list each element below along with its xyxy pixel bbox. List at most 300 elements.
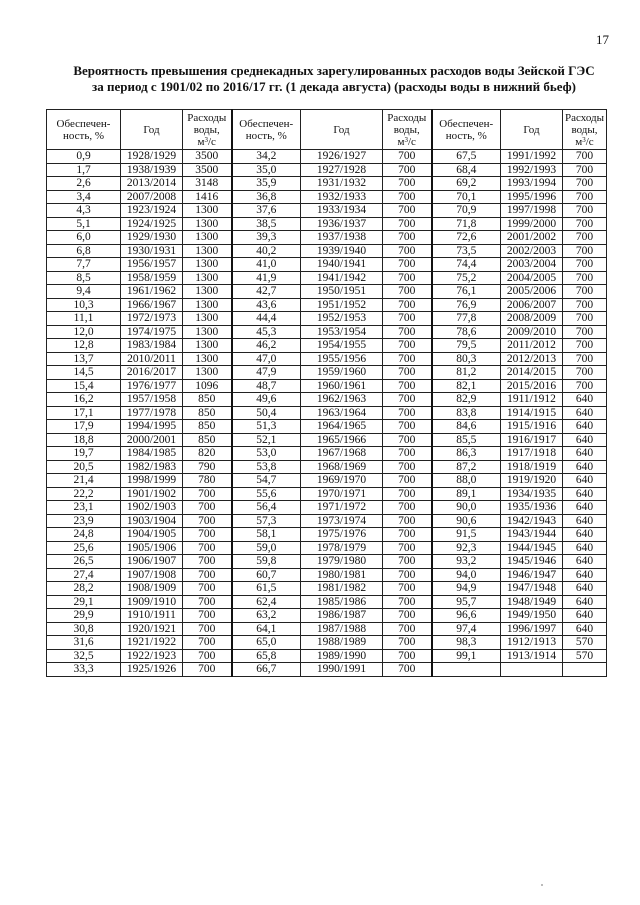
cell-probability: 61,5 xyxy=(232,582,301,596)
cell-probability: 53,8 xyxy=(232,460,301,474)
cell-flow: 640 xyxy=(563,447,607,461)
cell-flow: 1300 xyxy=(183,366,232,380)
header-year: Год xyxy=(501,110,563,150)
cell-probability: 80,3 xyxy=(432,352,501,366)
cell-flow: 1300 xyxy=(183,244,232,258)
cell-year: 1921/1922 xyxy=(121,636,183,650)
cell-year: 1959/1960 xyxy=(301,366,383,380)
cell-flow: 1416 xyxy=(183,190,232,204)
table-row xyxy=(47,204,607,218)
cell-flow: 780 xyxy=(183,474,232,488)
cell-probability: 76,9 xyxy=(432,298,501,312)
cell-flow: 1300 xyxy=(183,285,232,299)
cell-year: 1961/1962 xyxy=(121,285,183,299)
cell-probability: 79,5 xyxy=(432,339,501,353)
cell-year: 1983/1984 xyxy=(121,339,183,353)
cell-year: 1985/1986 xyxy=(301,595,383,609)
cell-flow: 700 xyxy=(563,366,607,380)
cell-flow: 700 xyxy=(383,460,432,474)
cell-flow: 700 xyxy=(183,636,232,650)
table-row xyxy=(47,568,607,582)
header-probability: Обеспечен- ность, % xyxy=(432,110,501,150)
cell-probability: 67,5 xyxy=(432,150,501,164)
header-probability: Обеспечен- ность, % xyxy=(47,110,121,150)
cell-year: 1936/1937 xyxy=(301,217,383,231)
cell-year: 1957/1958 xyxy=(121,393,183,407)
cell-probability: 72,6 xyxy=(432,231,501,245)
table-row xyxy=(47,312,607,326)
document-title xyxy=(40,63,628,95)
cell-probability: 66,7 xyxy=(232,663,301,677)
cell-year: 1997/1998 xyxy=(501,204,563,218)
cell-probability: 11,1 xyxy=(47,312,121,326)
cell-probability: 63,2 xyxy=(232,609,301,623)
cell-year: 1954/1955 xyxy=(301,339,383,353)
table-row xyxy=(47,244,607,258)
table-row xyxy=(47,339,607,353)
cell-flow: 640 xyxy=(563,474,607,488)
header-row xyxy=(47,110,607,150)
cell-flow: 570 xyxy=(563,649,607,663)
cell-flow: 1300 xyxy=(183,271,232,285)
cell-flow: 640 xyxy=(563,528,607,542)
cell-year: 1903/1904 xyxy=(121,514,183,528)
cell-flow: 640 xyxy=(563,595,607,609)
cell-flow: 700 xyxy=(563,163,607,177)
cell-year: 1933/1934 xyxy=(301,204,383,218)
cell-year: 1976/1977 xyxy=(121,379,183,393)
cell-year: 1907/1908 xyxy=(121,568,183,582)
cell-year: 1922/1923 xyxy=(121,649,183,663)
cell-year: 2003/2004 xyxy=(501,258,563,272)
cell-probability: 89,1 xyxy=(432,487,501,501)
cell-flow: 700 xyxy=(383,285,432,299)
cell-flow: 700 xyxy=(383,231,432,245)
cell-flow: 700 xyxy=(563,352,607,366)
cell-flow: 1300 xyxy=(183,258,232,272)
header-year: Год xyxy=(121,110,183,150)
cell-flow: 700 xyxy=(563,244,607,258)
cell-flow: 700 xyxy=(383,312,432,326)
cell-year: 1934/1935 xyxy=(501,487,563,501)
cell-flow: 700 xyxy=(383,663,432,677)
cell-probability: 46,2 xyxy=(232,339,301,353)
table-row xyxy=(47,379,607,393)
cell-flow: 700 xyxy=(383,501,432,515)
cell-probability: 73,5 xyxy=(432,244,501,258)
cell-probability: 93,2 xyxy=(432,555,501,569)
cell-probability: 5,1 xyxy=(47,217,121,231)
cell-probability: 81,2 xyxy=(432,366,501,380)
cell-year: 1920/1921 xyxy=(121,622,183,636)
cell-probability: 83,8 xyxy=(432,406,501,420)
cell-probability: 90,0 xyxy=(432,501,501,515)
cell-year: 1930/1931 xyxy=(121,244,183,258)
cell-probability: 70,1 xyxy=(432,190,501,204)
cell-year: 1914/1915 xyxy=(501,406,563,420)
cell-flow: 700 xyxy=(383,163,432,177)
cell-probability: 74,4 xyxy=(432,258,501,272)
cell-probability: 29,9 xyxy=(47,609,121,623)
cell-probability: 88,0 xyxy=(432,474,501,488)
cell-probability: 18,8 xyxy=(47,433,121,447)
cell-probability: 70,9 xyxy=(432,204,501,218)
cell-probability: 36,8 xyxy=(232,190,301,204)
cell-year: 1937/1938 xyxy=(301,231,383,245)
cell-year: 2012/2013 xyxy=(501,352,563,366)
cell-flow: 700 xyxy=(383,649,432,663)
cell-flow: 700 xyxy=(563,379,607,393)
cell-flow: 1300 xyxy=(183,298,232,312)
cell-probability: 4,3 xyxy=(47,204,121,218)
cell-probability: 98,3 xyxy=(432,636,501,650)
cell-flow: 640 xyxy=(563,622,607,636)
cell-probability: 64,1 xyxy=(232,622,301,636)
cell-probability: 90,6 xyxy=(432,514,501,528)
cell-probability: 58,1 xyxy=(232,528,301,542)
cell-year: 1919/1920 xyxy=(501,474,563,488)
cell-year: 1911/1912 xyxy=(501,393,563,407)
cell-year: 1955/1956 xyxy=(301,352,383,366)
cell-year: 1942/1943 xyxy=(501,514,563,528)
cell-year: 1925/1926 xyxy=(121,663,183,677)
cell-probability: 10,3 xyxy=(47,298,121,312)
cell-year: 1910/1911 xyxy=(121,609,183,623)
cell-year: 2001/2002 xyxy=(501,231,563,245)
cell-year: 1964/1965 xyxy=(301,420,383,434)
table-row xyxy=(47,177,607,191)
cell-probability: 23,9 xyxy=(47,514,121,528)
cell-flow: 700 xyxy=(563,325,607,339)
cell-probability: 15,4 xyxy=(47,379,121,393)
table-row xyxy=(47,298,607,312)
cell-year: 2002/2003 xyxy=(501,244,563,258)
cell-year: 1945/1946 xyxy=(501,555,563,569)
cell-probability: 57,3 xyxy=(232,514,301,528)
table-row xyxy=(47,555,607,569)
cell-year: 2009/2010 xyxy=(501,325,563,339)
cell-year: 1947/1948 xyxy=(501,582,563,596)
table-row xyxy=(47,474,607,488)
cell-flow: 700 xyxy=(383,555,432,569)
cell-flow: 640 xyxy=(563,501,607,515)
cell-year: 1984/1985 xyxy=(121,447,183,461)
cell-year: 1988/1989 xyxy=(301,636,383,650)
cell-probability xyxy=(432,663,501,677)
table-row xyxy=(47,163,607,177)
cell-flow: 640 xyxy=(563,487,607,501)
cell-flow: 700 xyxy=(383,636,432,650)
table-row xyxy=(47,433,607,447)
cell-year: 1939/1940 xyxy=(301,244,383,258)
cell-probability: 59,8 xyxy=(232,555,301,569)
cell-probability: 38,5 xyxy=(232,217,301,231)
cell-probability: 94,9 xyxy=(432,582,501,596)
cell-probability: 6,8 xyxy=(47,244,121,258)
cell-year xyxy=(501,663,563,677)
table-row xyxy=(47,393,607,407)
cell-flow: 700 xyxy=(383,217,432,231)
cell-year: 1966/1967 xyxy=(121,298,183,312)
cell-probability: 97,4 xyxy=(432,622,501,636)
cell-year: 1918/1919 xyxy=(501,460,563,474)
cell-flow: 1096 xyxy=(183,379,232,393)
cell-year: 1977/1978 xyxy=(121,406,183,420)
cell-flow: 3148 xyxy=(183,177,232,191)
cell-year: 1944/1945 xyxy=(501,541,563,555)
table-row xyxy=(47,528,607,542)
cell-probability: 76,1 xyxy=(432,285,501,299)
cell-year: 2000/2001 xyxy=(121,433,183,447)
cell-flow: 700 xyxy=(383,190,432,204)
cell-flow: 640 xyxy=(563,420,607,434)
header-flow: Расходы воды, $м^3/с$ xyxy=(183,110,232,150)
cell-flow: 700 xyxy=(183,514,232,528)
cell-probability: 23,1 xyxy=(47,501,121,515)
cell-probability: 44,4 xyxy=(232,312,301,326)
cell-flow: 700 xyxy=(183,555,232,569)
cell-flow: 700 xyxy=(383,150,432,164)
cell-probability: 95,7 xyxy=(432,595,501,609)
cell-year: 1968/1969 xyxy=(301,460,383,474)
cell-probability: 82,1 xyxy=(432,379,501,393)
cell-probability: 62,4 xyxy=(232,595,301,609)
cell-flow: 820 xyxy=(183,447,232,461)
cell-year: 1908/1909 xyxy=(121,582,183,596)
cell-probability: 0,9 xyxy=(47,150,121,164)
cell-flow: 700 xyxy=(383,568,432,582)
cell-year: 1923/1924 xyxy=(121,204,183,218)
cell-probability: 59,0 xyxy=(232,541,301,555)
cell-flow: 700 xyxy=(183,528,232,542)
table-row xyxy=(47,406,607,420)
cell-year: 1991/1992 xyxy=(501,150,563,164)
cell-flow: 700 xyxy=(183,487,232,501)
cell-probability: 99,1 xyxy=(432,649,501,663)
cell-flow: 640 xyxy=(563,609,607,623)
scan-mark xyxy=(541,884,543,886)
cell-year: 2006/2007 xyxy=(501,298,563,312)
cell-probability: 71,8 xyxy=(432,217,501,231)
page-number: 17 xyxy=(596,32,609,47)
cell-probability: 16,2 xyxy=(47,393,121,407)
cell-year: 1971/1972 xyxy=(301,501,383,515)
cell-flow: 700 xyxy=(383,352,432,366)
cell-probability: 3,4 xyxy=(47,190,121,204)
cell-year: 1916/1917 xyxy=(501,433,563,447)
cell-flow: 700 xyxy=(383,393,432,407)
cell-year: 1932/1933 xyxy=(301,190,383,204)
cell-flow xyxy=(563,663,607,677)
cell-flow: 700 xyxy=(183,501,232,515)
cell-flow: 700 xyxy=(383,298,432,312)
table-row xyxy=(47,420,607,434)
cell-flow: 700 xyxy=(563,312,607,326)
cell-probability: 43,6 xyxy=(232,298,301,312)
cell-year: 1965/1966 xyxy=(301,433,383,447)
cell-flow: 700 xyxy=(183,663,232,677)
cell-probability: 75,2 xyxy=(432,271,501,285)
cell-year: 2011/2012 xyxy=(501,339,563,353)
cell-probability: 47,9 xyxy=(232,366,301,380)
cell-year: 2005/2006 xyxy=(501,285,563,299)
cell-year: 1949/1950 xyxy=(501,609,563,623)
cell-flow: 700 xyxy=(383,447,432,461)
cell-flow: 1300 xyxy=(183,231,232,245)
table-row xyxy=(47,501,607,515)
cell-flow: 700 xyxy=(383,541,432,555)
cell-year: 1929/1930 xyxy=(121,231,183,245)
table-row xyxy=(47,271,607,285)
cell-probability: 17,1 xyxy=(47,406,121,420)
cell-flow: 700 xyxy=(383,514,432,528)
header-year: Год xyxy=(301,110,383,150)
cell-probability: 42,7 xyxy=(232,285,301,299)
cell-flow: 700 xyxy=(183,649,232,663)
cell-flow: 700 xyxy=(383,406,432,420)
cell-flow: 1300 xyxy=(183,204,232,218)
cell-probability: 12,0 xyxy=(47,325,121,339)
cell-flow: 700 xyxy=(183,622,232,636)
cell-probability: 55,6 xyxy=(232,487,301,501)
cell-flow: 790 xyxy=(183,460,232,474)
cell-probability: 82,9 xyxy=(432,393,501,407)
cell-year: 1994/1995 xyxy=(121,420,183,434)
cell-probability: 91,5 xyxy=(432,528,501,542)
table-row xyxy=(47,595,607,609)
cell-year: 1974/1975 xyxy=(121,325,183,339)
cell-flow: 700 xyxy=(383,366,432,380)
cell-probability: 28,2 xyxy=(47,582,121,596)
cell-year: 1962/1963 xyxy=(301,393,383,407)
cell-year: 2010/2011 xyxy=(121,352,183,366)
cell-flow: 700 xyxy=(563,231,607,245)
table-row xyxy=(47,514,607,528)
cell-probability: 14,5 xyxy=(47,366,121,380)
cell-flow: 700 xyxy=(183,541,232,555)
cell-flow: 640 xyxy=(563,582,607,596)
cell-year: 1998/1999 xyxy=(121,474,183,488)
cell-year: 1970/1971 xyxy=(301,487,383,501)
cell-flow: 700 xyxy=(383,258,432,272)
cell-probability: 56,4 xyxy=(232,501,301,515)
cell-year: 1901/1902 xyxy=(121,487,183,501)
table-row xyxy=(47,447,607,461)
cell-year: 2014/2015 xyxy=(501,366,563,380)
table-row xyxy=(47,541,607,555)
cell-flow: 640 xyxy=(563,460,607,474)
cell-probability: 19,7 xyxy=(47,447,121,461)
cell-year: 1982/1983 xyxy=(121,460,183,474)
cell-year: 1927/1928 xyxy=(301,163,383,177)
cell-probability: 68,4 xyxy=(432,163,501,177)
table-row xyxy=(47,150,607,164)
cell-probability: 78,6 xyxy=(432,325,501,339)
cell-year: 2008/2009 xyxy=(501,312,563,326)
cell-flow: 700 xyxy=(383,487,432,501)
cell-year: 1958/1959 xyxy=(121,271,183,285)
cell-year: 1913/1914 xyxy=(501,649,563,663)
cell-flow: 700 xyxy=(563,150,607,164)
cell-year: 1978/1979 xyxy=(301,541,383,555)
cell-probability: 86,3 xyxy=(432,447,501,461)
cell-probability: 26,5 xyxy=(47,555,121,569)
cell-probability: 54,7 xyxy=(232,474,301,488)
cell-year: 1981/1982 xyxy=(301,582,383,596)
cell-year: 1941/1942 xyxy=(301,271,383,285)
table-row xyxy=(47,352,607,366)
cell-year: 1904/1905 xyxy=(121,528,183,542)
cell-flow: 700 xyxy=(563,285,607,299)
cell-probability: 22,2 xyxy=(47,487,121,501)
cell-probability: 35,0 xyxy=(232,163,301,177)
cell-probability: 40,2 xyxy=(232,244,301,258)
cell-flow: 700 xyxy=(383,609,432,623)
cell-year: 2016/2017 xyxy=(121,366,183,380)
cell-flow: 640 xyxy=(563,555,607,569)
table-row xyxy=(47,285,607,299)
cell-flow: 700 xyxy=(383,244,432,258)
cell-probability: 31,6 xyxy=(47,636,121,650)
cell-year: 1952/1953 xyxy=(301,312,383,326)
cell-flow: 3500 xyxy=(183,163,232,177)
cell-probability: 34,2 xyxy=(232,150,301,164)
cell-flow: 640 xyxy=(563,541,607,555)
cell-probability: 37,6 xyxy=(232,204,301,218)
table-row xyxy=(47,622,607,636)
cell-flow: 700 xyxy=(383,204,432,218)
cell-year: 1986/1987 xyxy=(301,609,383,623)
cell-probability: 50,4 xyxy=(232,406,301,420)
cell-year: 1999/2000 xyxy=(501,217,563,231)
cell-probability: 87,2 xyxy=(432,460,501,474)
cell-year: 1948/1949 xyxy=(501,595,563,609)
cell-probability: 41,9 xyxy=(232,271,301,285)
cell-year: 1935/1936 xyxy=(501,501,563,515)
cell-probability: 69,2 xyxy=(432,177,501,191)
table-row xyxy=(47,217,607,231)
cell-year: 1960/1961 xyxy=(301,379,383,393)
table-row xyxy=(47,649,607,663)
cell-flow: 1300 xyxy=(183,352,232,366)
cell-probability: 85,5 xyxy=(432,433,501,447)
cell-flow: 700 xyxy=(383,177,432,191)
cell-flow: 700 xyxy=(183,595,232,609)
cell-year: 2015/2016 xyxy=(501,379,563,393)
cell-year: 1969/1970 xyxy=(301,474,383,488)
title-line-1: Вероятность превышения среднекадных зарегулированных расходов воды Зейской ГЭС xyxy=(73,63,595,78)
cell-year: 1917/1918 xyxy=(501,447,563,461)
probability-table xyxy=(46,109,607,677)
cell-probability: 30,8 xyxy=(47,622,121,636)
table-row xyxy=(47,487,607,501)
cell-probability: 32,5 xyxy=(47,649,121,663)
cell-year: 1972/1973 xyxy=(121,312,183,326)
cell-probability: 60,7 xyxy=(232,568,301,582)
cell-year: 1938/1939 xyxy=(121,163,183,177)
cell-flow: 700 xyxy=(383,379,432,393)
cell-flow: 700 xyxy=(563,190,607,204)
cell-flow: 640 xyxy=(563,514,607,528)
cell-flow: 700 xyxy=(383,582,432,596)
cell-probability: 29,1 xyxy=(47,595,121,609)
cell-flow: 700 xyxy=(183,609,232,623)
cell-probability: 27,4 xyxy=(47,568,121,582)
header-flow: Расходы воды, $м^3/с$ xyxy=(563,110,607,150)
cell-flow: 850 xyxy=(183,420,232,434)
cell-year: 1950/1951 xyxy=(301,285,383,299)
cell-year: 1909/1910 xyxy=(121,595,183,609)
